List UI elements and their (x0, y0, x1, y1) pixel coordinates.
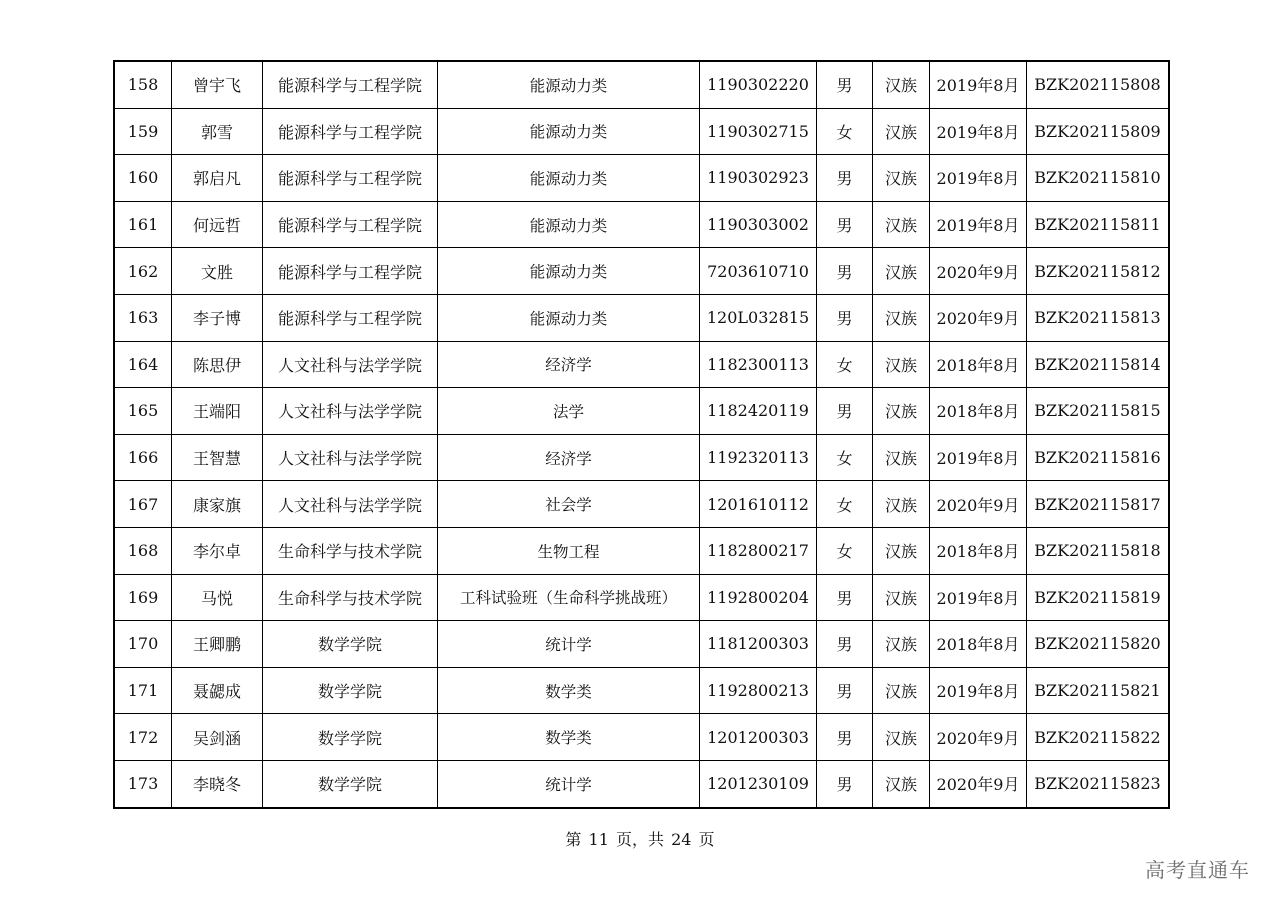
student-id-cell: 1201200303 (700, 714, 817, 761)
gender-cell: 男 (817, 621, 873, 668)
college-name-cell: 生命科学与技术学院 (263, 574, 438, 621)
major-name-cell: 法学 (438, 388, 700, 435)
watermark-text: 高考直通车 (1145, 858, 1250, 882)
student-id-cell: 1201230109 (700, 760, 817, 807)
student-name-cell: 王卿鹏 (172, 621, 263, 668)
student-id-cell: 1192800204 (700, 574, 817, 621)
ethnicity-cell: 汉族 (873, 527, 930, 574)
student-id-cell: 1182420119 (700, 388, 817, 435)
gender-cell: 女 (817, 481, 873, 528)
row-number-cell: 173 (114, 760, 172, 807)
student-name-cell: 陈思伊 (172, 341, 263, 388)
student-list-table-container (113, 60, 1170, 809)
student-id-cell: 1190302923 (700, 155, 817, 202)
college-name-cell: 能源科学与工程学院 (263, 248, 438, 295)
college-name-cell: 能源科学与工程学院 (263, 201, 438, 248)
page-number: 11 (588, 830, 609, 849)
row-number-cell: 168 (114, 527, 172, 574)
gender-cell: 男 (817, 388, 873, 435)
ethnicity-cell: 汉族 (873, 667, 930, 714)
college-name-cell: 能源科学与工程学院 (263, 294, 438, 341)
row-number-cell: 162 (114, 248, 172, 295)
student-name-cell: 李尔卓 (172, 527, 263, 574)
gender-cell: 男 (817, 294, 873, 341)
certificate-number-cell: BZK202115818 (1027, 527, 1170, 574)
ethnicity-cell: 汉族 (873, 61, 930, 108)
student-id-cell: 1192800213 (700, 667, 817, 714)
enrollment-date-cell: 2019年8月 (930, 667, 1027, 714)
enrollment-date-cell: 2020年9月 (930, 481, 1027, 528)
college-name-cell: 生命科学与技术学院 (263, 527, 438, 574)
gender-cell: 男 (817, 61, 873, 108)
enrollment-date-cell: 2018年8月 (930, 527, 1027, 574)
college-name-cell: 数学学院 (263, 621, 438, 668)
footer-total-suffix: 页 (698, 830, 715, 849)
enrollment-date-cell: 2019年8月 (930, 434, 1027, 481)
certificate-number-cell: BZK202115812 (1027, 248, 1170, 295)
gender-cell: 女 (817, 434, 873, 481)
student-name-cell: 王端阳 (172, 388, 263, 435)
gender-cell: 男 (817, 201, 873, 248)
college-name-cell: 人文社科与法学学院 (263, 341, 438, 388)
row-number-cell: 166 (114, 434, 172, 481)
college-name-cell: 人文社科与法学学院 (263, 434, 438, 481)
table-row (114, 574, 1169, 621)
college-name-cell: 能源科学与工程学院 (263, 155, 438, 202)
row-number-cell: 164 (114, 341, 172, 388)
major-name-cell: 统计学 (438, 621, 700, 668)
table-row (114, 341, 1169, 388)
ethnicity-cell: 汉族 (873, 621, 930, 668)
ethnicity-cell: 汉族 (873, 248, 930, 295)
student-id-cell: 1182300113 (700, 341, 817, 388)
major-name-cell: 能源动力类 (438, 108, 700, 155)
certificate-number-cell: BZK202115819 (1027, 574, 1170, 621)
college-name-cell: 数学学院 (263, 760, 438, 807)
gender-cell: 男 (817, 248, 873, 295)
row-number-cell: 163 (114, 294, 172, 341)
row-number-cell: 158 (114, 61, 172, 108)
student-id-cell: 1190302220 (700, 61, 817, 108)
student-name-cell: 吴剑涵 (172, 714, 263, 761)
student-id-cell: 1190302715 (700, 108, 817, 155)
page-footer (0, 827, 1280, 850)
student-name-cell: 聂勰成 (172, 667, 263, 714)
major-name-cell: 社会学 (438, 481, 700, 528)
table-row (114, 201, 1169, 248)
student-id-cell: 1192320113 (700, 434, 817, 481)
row-number-cell: 161 (114, 201, 172, 248)
college-name-cell: 人文社科与法学学院 (263, 388, 438, 435)
college-name-cell: 数学学院 (263, 667, 438, 714)
table-row (114, 434, 1169, 481)
major-name-cell: 生物工程 (438, 527, 700, 574)
major-name-cell: 能源动力类 (438, 201, 700, 248)
enrollment-date-cell: 2018年8月 (930, 621, 1027, 668)
student-id-cell: 7203610710 (700, 248, 817, 295)
student-id-cell: 1181200303 (700, 621, 817, 668)
major-name-cell: 工科试验班（生命科学挑战班） (438, 574, 700, 621)
row-number-cell: 171 (114, 667, 172, 714)
gender-cell: 女 (817, 108, 873, 155)
college-name-cell: 能源科学与工程学院 (263, 108, 438, 155)
major-name-cell: 能源动力类 (438, 61, 700, 108)
certificate-number-cell: BZK202115820 (1027, 621, 1170, 668)
footer-page-suffix: 页，共 (615, 830, 664, 849)
certificate-number-cell: BZK202115821 (1027, 667, 1170, 714)
student-name-cell: 曾宇飞 (172, 61, 263, 108)
student-name-cell: 李晓冬 (172, 760, 263, 807)
gender-cell: 男 (817, 760, 873, 807)
student-name-cell: 郭启凡 (172, 155, 263, 202)
enrollment-date-cell: 2019年8月 (930, 61, 1027, 108)
table-row (114, 621, 1169, 668)
enrollment-date-cell: 2018年8月 (930, 388, 1027, 435)
ethnicity-cell: 汉族 (873, 574, 930, 621)
gender-cell: 男 (817, 574, 873, 621)
college-name-cell: 人文社科与法学学院 (263, 481, 438, 528)
ethnicity-cell: 汉族 (873, 388, 930, 435)
student-id-cell: 1190303002 (700, 201, 817, 248)
major-name-cell: 数学类 (438, 667, 700, 714)
ethnicity-cell: 汉族 (873, 155, 930, 202)
certificate-number-cell: BZK202115810 (1027, 155, 1170, 202)
student-name-cell: 马悦 (172, 574, 263, 621)
major-name-cell: 统计学 (438, 760, 700, 807)
footer-prefix: 第 (565, 830, 582, 849)
student-name-cell: 王智慧 (172, 434, 263, 481)
certificate-number-cell: BZK202115817 (1027, 481, 1170, 528)
student-name-cell: 文胜 (172, 248, 263, 295)
student-id-cell: 1182800217 (700, 527, 817, 574)
college-name-cell: 数学学院 (263, 714, 438, 761)
gender-cell: 男 (817, 714, 873, 761)
student-name-cell: 郭雪 (172, 108, 263, 155)
certificate-number-cell: BZK202115814 (1027, 341, 1170, 388)
student-id-cell: 1201610112 (700, 481, 817, 528)
ethnicity-cell: 汉族 (873, 201, 930, 248)
student-list-table (113, 60, 1170, 809)
certificate-number-cell: BZK202115823 (1027, 760, 1170, 807)
student-name-cell: 李子博 (172, 294, 263, 341)
row-number-cell: 160 (114, 155, 172, 202)
student-name-cell: 康家旗 (172, 481, 263, 528)
major-name-cell: 经济学 (438, 341, 700, 388)
enrollment-date-cell: 2019年8月 (930, 201, 1027, 248)
ethnicity-cell: 汉族 (873, 341, 930, 388)
row-number-cell: 167 (114, 481, 172, 528)
table-row (114, 481, 1169, 528)
enrollment-date-cell: 2019年8月 (930, 108, 1027, 155)
table-row (114, 388, 1169, 435)
gender-cell: 男 (817, 667, 873, 714)
enrollment-date-cell: 2018年8月 (930, 341, 1027, 388)
total-pages: 24 (671, 830, 692, 849)
row-number-cell: 172 (114, 714, 172, 761)
table-row (114, 714, 1169, 761)
gender-cell: 男 (817, 155, 873, 202)
table-row (114, 155, 1169, 202)
major-name-cell: 数学类 (438, 714, 700, 761)
major-name-cell: 能源动力类 (438, 248, 700, 295)
enrollment-date-cell: 2020年9月 (930, 714, 1027, 761)
table-row (114, 527, 1169, 574)
ethnicity-cell: 汉族 (873, 108, 930, 155)
enrollment-date-cell: 2020年9月 (930, 760, 1027, 807)
certificate-number-cell: BZK202115815 (1027, 388, 1170, 435)
ethnicity-cell: 汉族 (873, 434, 930, 481)
major-name-cell: 经济学 (438, 434, 700, 481)
certificate-number-cell: BZK202115808 (1027, 61, 1170, 108)
enrollment-date-cell: 2019年8月 (930, 155, 1027, 202)
table-row (114, 294, 1169, 341)
certificate-number-cell: BZK202115809 (1027, 108, 1170, 155)
student-id-cell: 120L032815 (700, 294, 817, 341)
ethnicity-cell: 汉族 (873, 294, 930, 341)
college-name-cell: 能源科学与工程学院 (263, 61, 438, 108)
table-row (114, 760, 1169, 807)
gender-cell: 女 (817, 527, 873, 574)
row-number-cell: 169 (114, 574, 172, 621)
enrollment-date-cell: 2020年9月 (930, 248, 1027, 295)
row-number-cell: 159 (114, 108, 172, 155)
table-row (114, 667, 1169, 714)
student-name-cell: 何远哲 (172, 201, 263, 248)
certificate-number-cell: BZK202115822 (1027, 714, 1170, 761)
major-name-cell: 能源动力类 (438, 155, 700, 202)
ethnicity-cell: 汉族 (873, 714, 930, 761)
major-name-cell: 能源动力类 (438, 294, 700, 341)
ethnicity-cell: 汉族 (873, 760, 930, 807)
gender-cell: 女 (817, 341, 873, 388)
table-row (114, 248, 1169, 295)
enrollment-date-cell: 2019年8月 (930, 574, 1027, 621)
row-number-cell: 165 (114, 388, 172, 435)
row-number-cell: 170 (114, 621, 172, 668)
ethnicity-cell: 汉族 (873, 481, 930, 528)
certificate-number-cell: BZK202115811 (1027, 201, 1170, 248)
table-body (114, 61, 1169, 808)
certificate-number-cell: BZK202115813 (1027, 294, 1170, 341)
table-row (114, 61, 1169, 108)
certificate-number-cell: BZK202115816 (1027, 434, 1170, 481)
enrollment-date-cell: 2020年9月 (930, 294, 1027, 341)
table-row (114, 108, 1169, 155)
